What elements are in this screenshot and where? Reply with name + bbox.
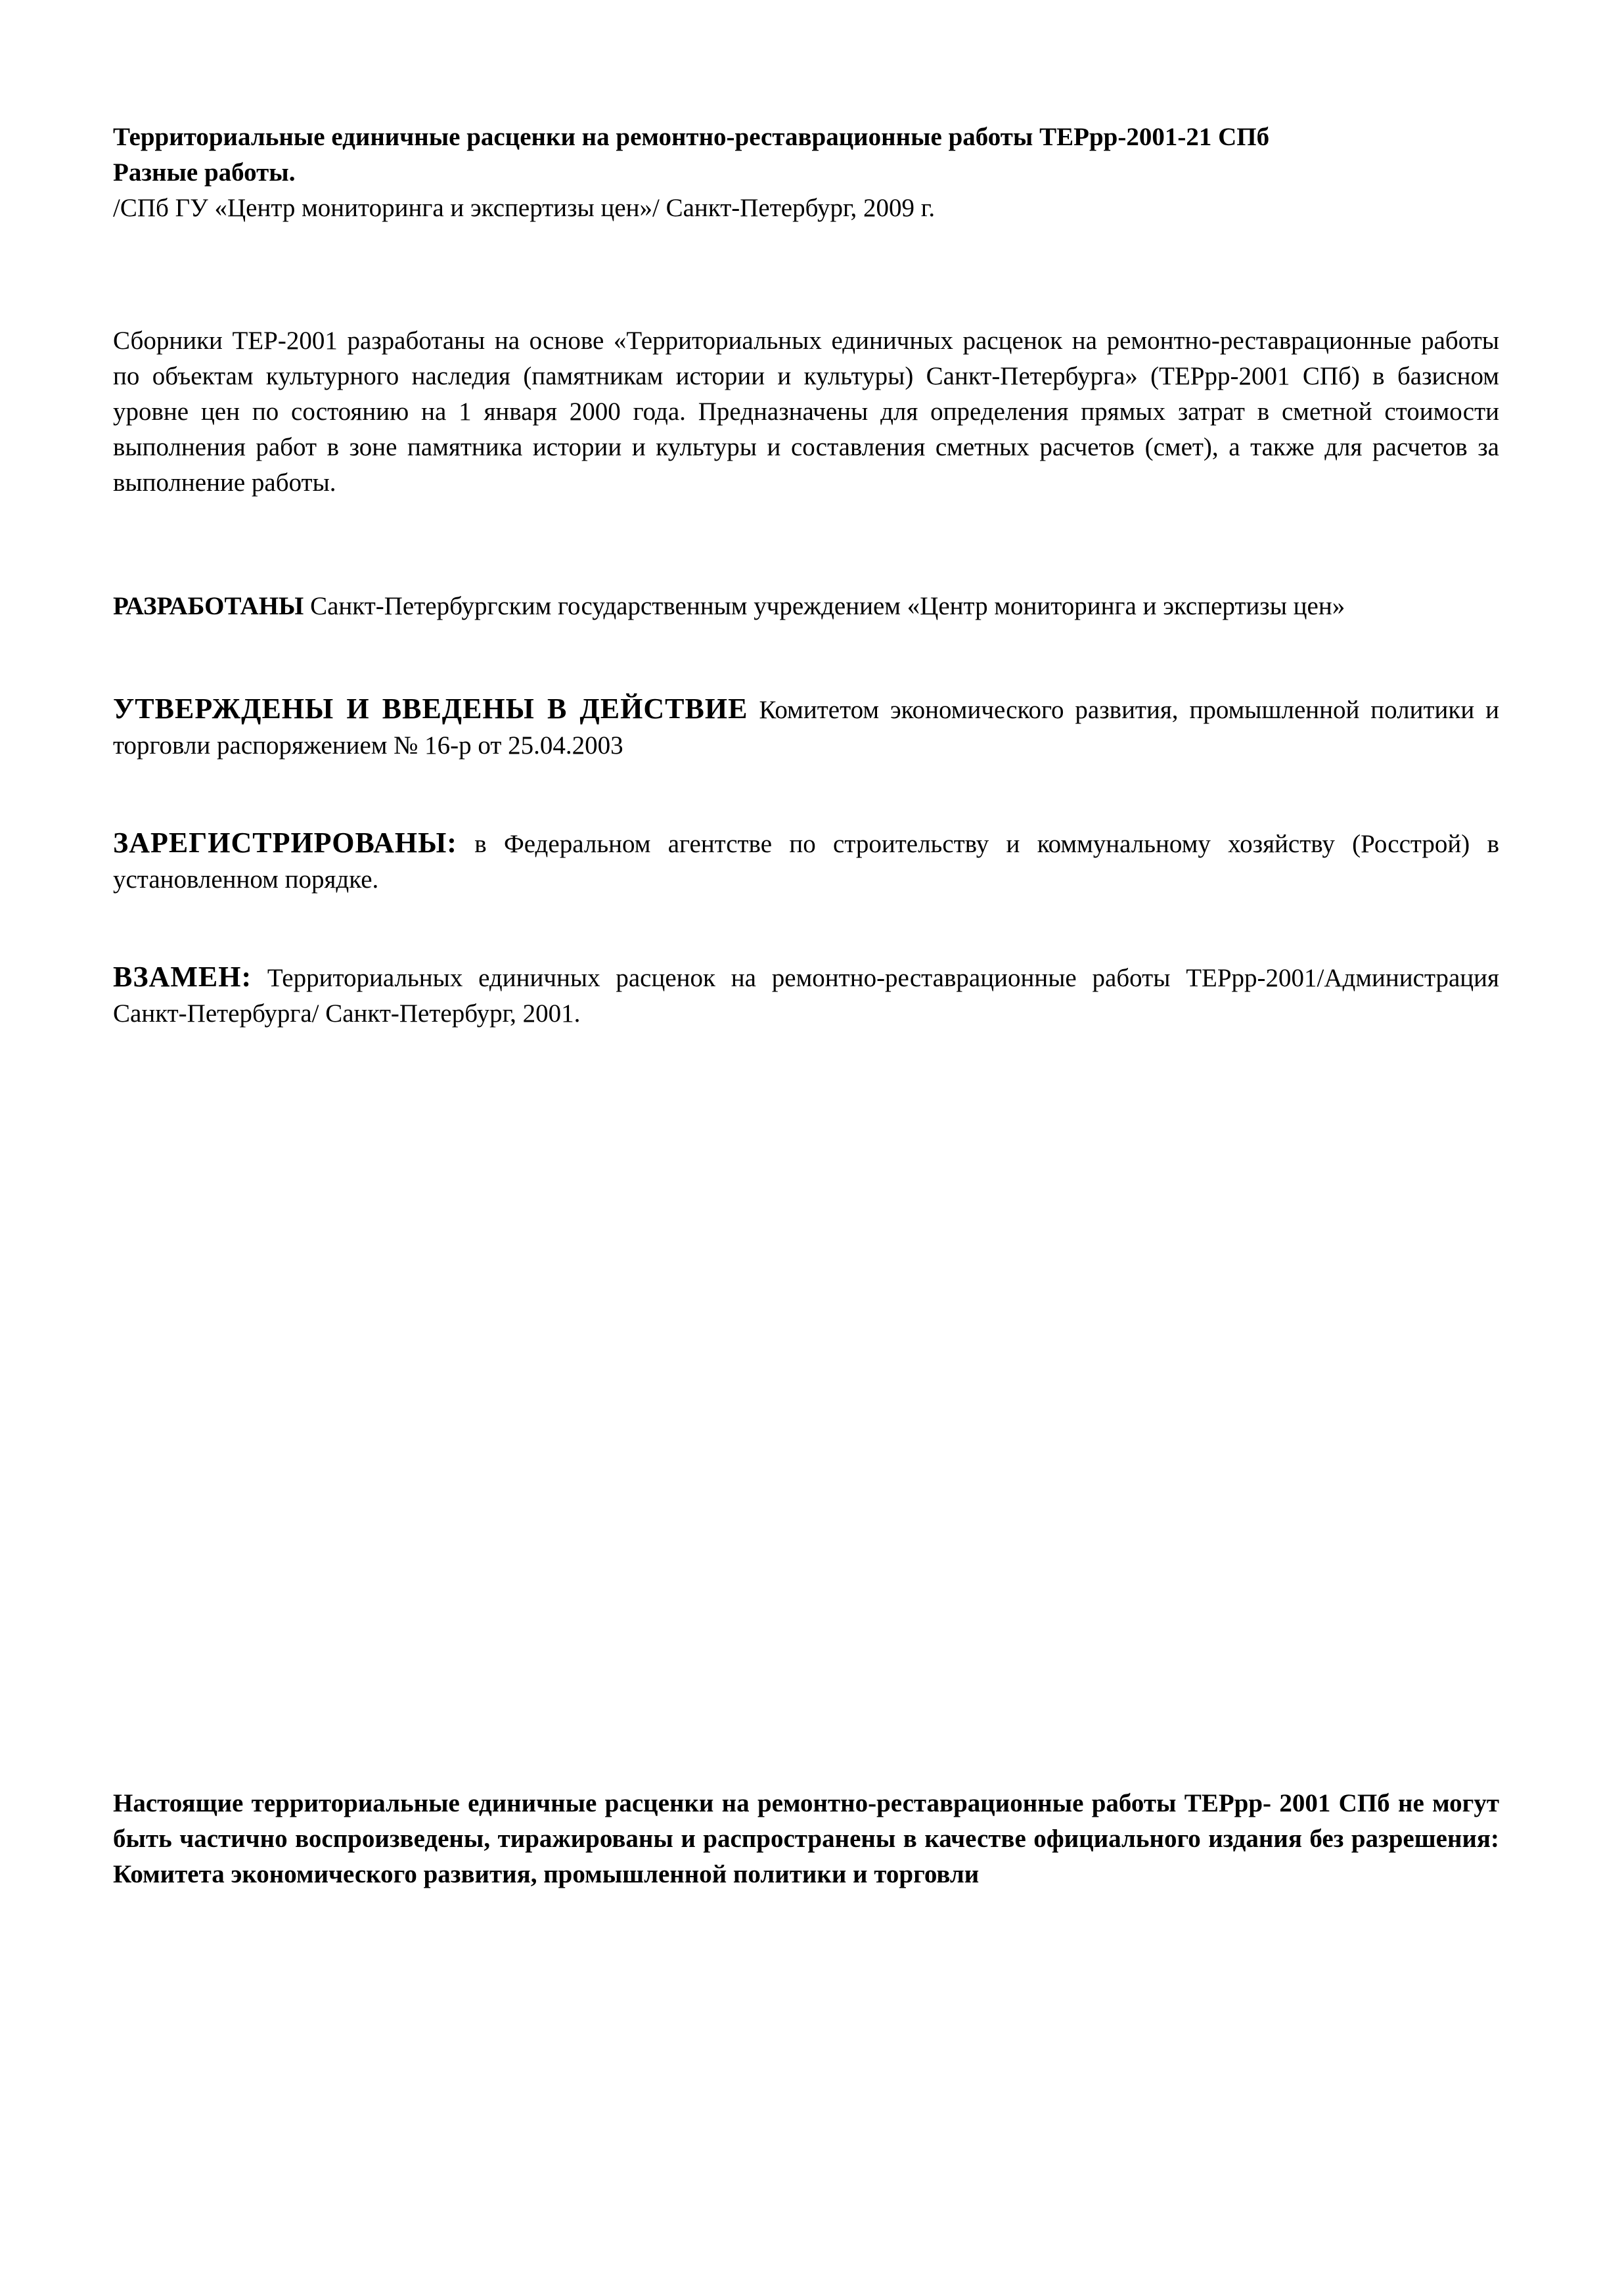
registered-lead: ЗАРЕГИСТРИРОВАНЫ: [113, 827, 457, 859]
developed-lead: РАЗРАБОТАНЫ [113, 592, 304, 620]
approved-text: Комитетом экономического развития, промышленной политики и торговли распоряжением № 16-р от 25.04.2003 [113, 696, 1499, 760]
document-title: Территориальные единичные расценки на ремонтно-реставрационные работы ТЕРрр-2001-21 СПб [113, 123, 1270, 151]
developed-text: Санкт-Петербургским государственным учреждением «Центр мониторинга и экспертизы цен» [304, 592, 1345, 620]
intro-paragraph: Сборники ТЕР-2001 разработаны на основе «Территориальных единичных расценок на ремонтно-реставрационные работы по объектам культурного наследия (памятникам истории и культуры) Санкт-Петербурга» (ТЕРрр-2001 СПб) в базисном уровне цен по состоянию на 1 января 2000 года. Предназначены для определения прямых затрат в сметной стоимости выполнения работ в зоне памятника истории и культуры и составления сметных расчетов (смет), а также для расчетов за выполнение работы. [113, 327, 1499, 497]
document-header [113, 120, 1499, 226]
document-source: /СПб ГУ «Центр мониторинга и экспертизы цен»/ Санкт-Петербург, 2009 г. [113, 194, 936, 222]
approved-paragraph [113, 691, 1499, 763]
registered-text: в Федеральном агентстве по строительству и коммунальному хозяйству (Росстрой) в установленном порядке. [113, 830, 1499, 894]
developed-paragraph [113, 589, 1499, 624]
replaces-lead: ВЗАМЕН: [113, 961, 252, 993]
replaces-text: Территориальных единичных расценок на ремонтно-реставрационные работы ТЕРрр-2001/Администрация Санкт-Петербурга/ Санкт-Петербург, 2001. [113, 964, 1499, 1028]
document-subtitle: Разные работы. [113, 158, 296, 187]
approved-lead: УТВЕРЖДЕНЫ И ВВЕДЕНЫ В ДЕЙСТВИЕ [113, 693, 748, 725]
copyright-notice: Настоящие территориальные единичные расценки на ремонтно-реставрационные работы ТЕРрр- 2001 СПб не могут быть частично воспроизведены, тиражированы и распространены в качестве официального издания без разрешения: Комитета экономического развития, промышленной политики и торговли [113, 1789, 1499, 1888]
replaces-paragraph [113, 959, 1499, 1032]
registered-paragraph [113, 825, 1499, 898]
